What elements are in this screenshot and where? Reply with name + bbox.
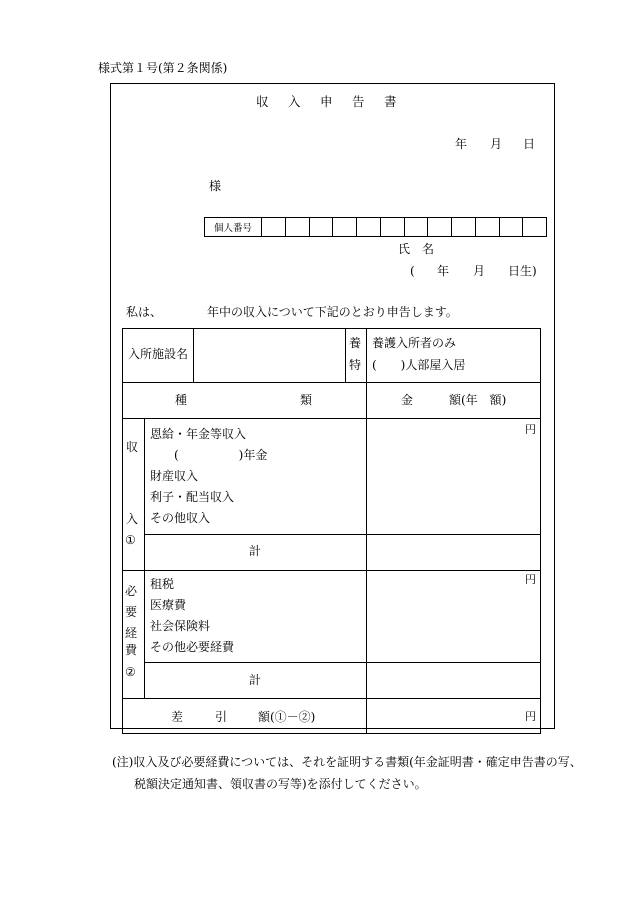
personal-number-cell[interactable] (476, 218, 500, 236)
note-line-1: (注)収入及び必要経費については、それを証明する書類(年金証明書・確定申告書の写、 (112, 755, 582, 769)
personal-number-cell[interactable] (286, 218, 310, 236)
personal-number-cell[interactable] (405, 218, 429, 236)
row-divider (144, 534, 540, 535)
income-item: その他収入 (150, 511, 211, 525)
personal-number-label: 個人番号 (205, 218, 262, 236)
expense-group-char: 要 (125, 605, 138, 619)
date-year: 年 (455, 137, 468, 151)
col-divider (345, 329, 346, 382)
expense-item: その他必要経費 (150, 640, 235, 654)
income-table (122, 328, 541, 734)
expense-group-char: 費 (125, 643, 138, 657)
row-divider (123, 418, 540, 419)
expense-group-char: 経 (125, 626, 138, 640)
personal-number-cell[interactable] (452, 218, 476, 236)
personal-number-cell[interactable] (262, 218, 286, 236)
expense-group-mark: ② (125, 665, 136, 679)
form-title (256, 96, 416, 109)
birth-open: ( (410, 264, 415, 278)
form-number-label: 様式第１号(第２条関係) (98, 61, 228, 75)
income-item: 利子・配当収入 (150, 490, 235, 504)
personal-number-field[interactable] (204, 217, 547, 237)
expense-item: 租税 (150, 577, 175, 591)
yotoku-bottom: 特 (349, 358, 362, 372)
yogo-only-label: 養護入所者のみ (372, 336, 457, 350)
expense-yen-unit: 円 (525, 573, 536, 586)
row-divider (144, 662, 540, 663)
difference-yen-unit: 円 (525, 710, 536, 723)
income-group-char: 入 (126, 512, 139, 526)
expense-item: 医療費 (150, 598, 187, 612)
title-char: 申 (320, 94, 333, 109)
col-kind-a: 種 (175, 393, 188, 407)
row-divider (123, 698, 540, 699)
income-yen-unit: 円 (525, 423, 536, 436)
row-divider (123, 382, 540, 383)
income-total-label: 計 (249, 544, 262, 558)
personal-number-cell[interactable] (333, 218, 357, 236)
room-type-label: ( )人部屋入居 (372, 358, 466, 372)
expense-item: 社会保険料 (150, 619, 211, 633)
income-item: ( )年金 (174, 448, 268, 462)
title-char: 収 (256, 94, 269, 109)
expense-group-char: 必 (125, 584, 138, 598)
date-month: 月 (490, 137, 503, 151)
col-divider (366, 329, 367, 733)
col-amount-header: 金 額(年 額) (401, 393, 507, 407)
birth-day: 日生) (508, 264, 537, 278)
title-char: 入 (288, 94, 301, 109)
col-divider (144, 418, 145, 698)
income-item: 恩給・年金等収入 (150, 427, 247, 441)
difference-label: 額(①－②) (258, 710, 316, 724)
personal-number-cell[interactable] (428, 218, 452, 236)
income-item: 財産収入 (150, 469, 199, 483)
difference-char: 引 (215, 710, 228, 724)
personal-number-cell[interactable] (381, 218, 405, 236)
declaration-prefix: 私は、 (126, 305, 163, 319)
birth-month: 月 (473, 264, 486, 278)
col-divider (193, 329, 194, 382)
note-line-2: 税額決定通知書、領収書の写等)を添付してください。 (134, 777, 427, 791)
facility-name-label: 入所施設名 (128, 347, 189, 361)
personal-number-cell[interactable] (523, 218, 546, 236)
expense-total-label: 計 (249, 673, 262, 687)
name-label: 氏 名 (398, 242, 435, 256)
birth-year: 年 (437, 264, 450, 278)
col-kind-b: 類 (300, 393, 313, 407)
addressee-suffix: 様 (209, 179, 222, 193)
date-day: 日 (523, 137, 536, 151)
title-char: 書 (384, 94, 397, 109)
personal-number-cell[interactable] (310, 218, 334, 236)
title-char: 告 (352, 94, 365, 109)
declaration-text: 年中の収入について下記のとおり申告します。 (207, 305, 458, 319)
income-group-mark: ① (125, 533, 136, 547)
difference-char: 差 (171, 710, 184, 724)
personal-number-cell[interactable] (500, 218, 524, 236)
row-divider (123, 570, 540, 571)
yotoku-top: 養 (349, 336, 362, 350)
personal-number-cell[interactable] (357, 218, 381, 236)
income-group-char: 収 (126, 440, 139, 454)
